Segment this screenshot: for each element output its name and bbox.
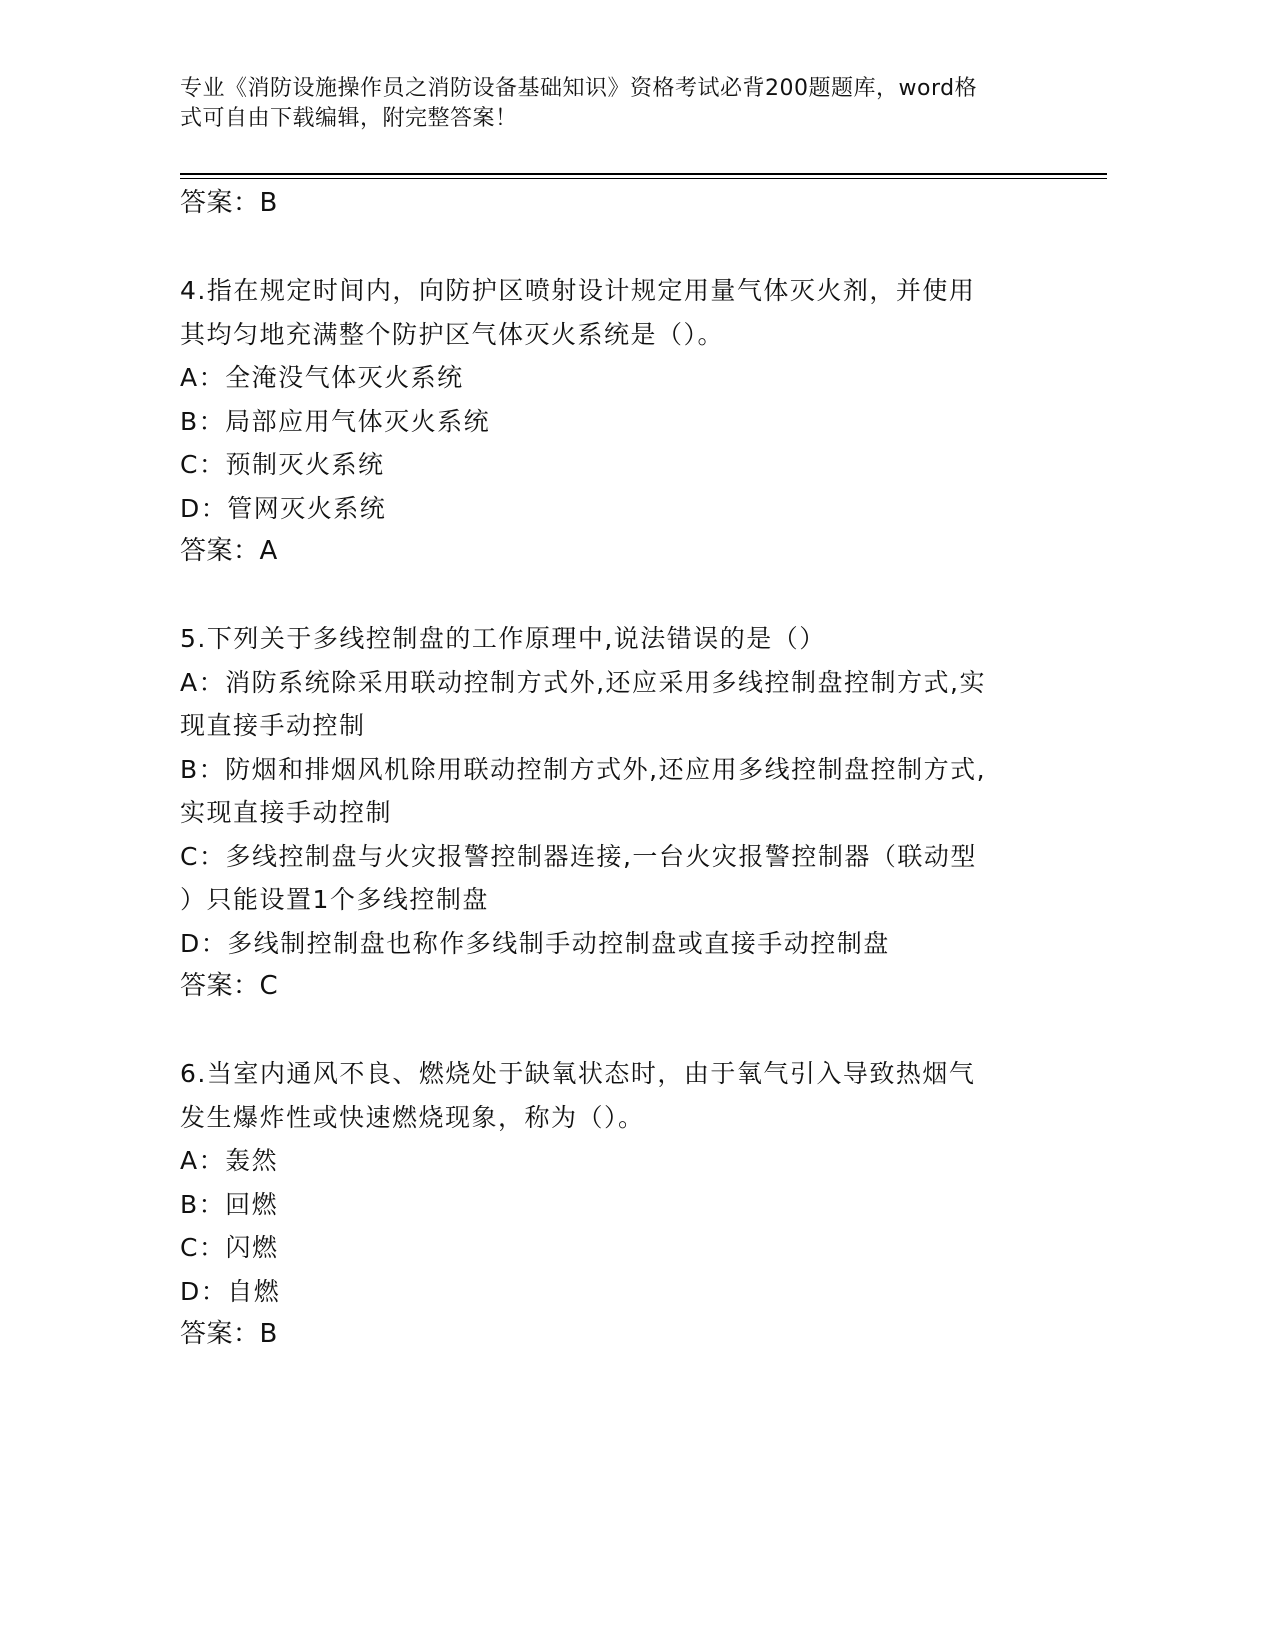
option-a-continued: 现直接手动控制 [180, 711, 366, 740]
question-stem: 其均匀地充满整个防护区气体灭火系统是（）。 [180, 319, 725, 349]
header-rule-thick [180, 173, 1107, 175]
question-4 [180, 269, 1040, 574]
document-header [180, 74, 1040, 134]
header-line-1: 专业《消防设施操作员之消防设备基础知识》资格考试必背200题题库，word格 [180, 76, 978, 101]
option-d: D：自燃 [180, 1276, 281, 1306]
option-b-continued: 实现直接手动控制 [180, 798, 393, 827]
option-c: C：预制灭火系统 [180, 450, 385, 479]
option-c-continued: ）只能设置1个多线控制盘 [180, 885, 489, 914]
answer-line: 答案：A [180, 536, 278, 566]
answer-line: 答案：C [180, 971, 279, 1001]
option-a: A：消防系统除采用联动控制方式外,还应采用多线控制盘控制方式,实 [180, 667, 986, 697]
spacer [180, 574, 1040, 618]
question-list [180, 182, 1040, 1357]
question-stem: 5.下列关于多线控制盘的工作原理中,说法错误的是（） [180, 624, 826, 653]
question-stem: 发生爆炸性或快速燃烧现象，称为（）。 [180, 1102, 645, 1132]
question-stem: 6.当室内通风不良、燃烧处于缺氧状态时，由于氧气引入导致热烟气 [180, 1059, 976, 1088]
question-6 [180, 1052, 1040, 1357]
answer-line: 答案：B [180, 1319, 278, 1349]
option-b: B：局部应用气体灭火系统 [180, 406, 491, 436]
option-d: D：多线制控制盘也称作多线制手动控制盘或直接手动控制盘 [180, 928, 890, 958]
spacer [180, 226, 1040, 270]
header-rule-thin [180, 178, 1107, 179]
option-a: A：轰然 [180, 1146, 279, 1175]
option-d: D：管网灭火系统 [180, 493, 387, 523]
option-c: C：闪燃 [180, 1233, 279, 1262]
option-a: A：全淹没气体灭火系统 [180, 363, 464, 392]
header-line-2: 式可自由下载编辑，附完整答案！ [180, 106, 518, 131]
previous-answer: 答案：B [180, 188, 278, 218]
question-5 [180, 617, 1040, 1009]
option-b: B：防烟和排烟风机除用联动控制方式外,还应用多线控制盘控制方式, [180, 754, 987, 784]
option-c: C：多线控制盘与火灾报警控制器连接,一台火灾报警控制器（联动型 [180, 841, 977, 871]
spacer [180, 1009, 1040, 1053]
option-b: B：回燃 [180, 1189, 279, 1219]
question-stem: 4.指在规定时间内，向防护区喷射设计规定用量气体灭火剂，并使用 [180, 276, 976, 305]
